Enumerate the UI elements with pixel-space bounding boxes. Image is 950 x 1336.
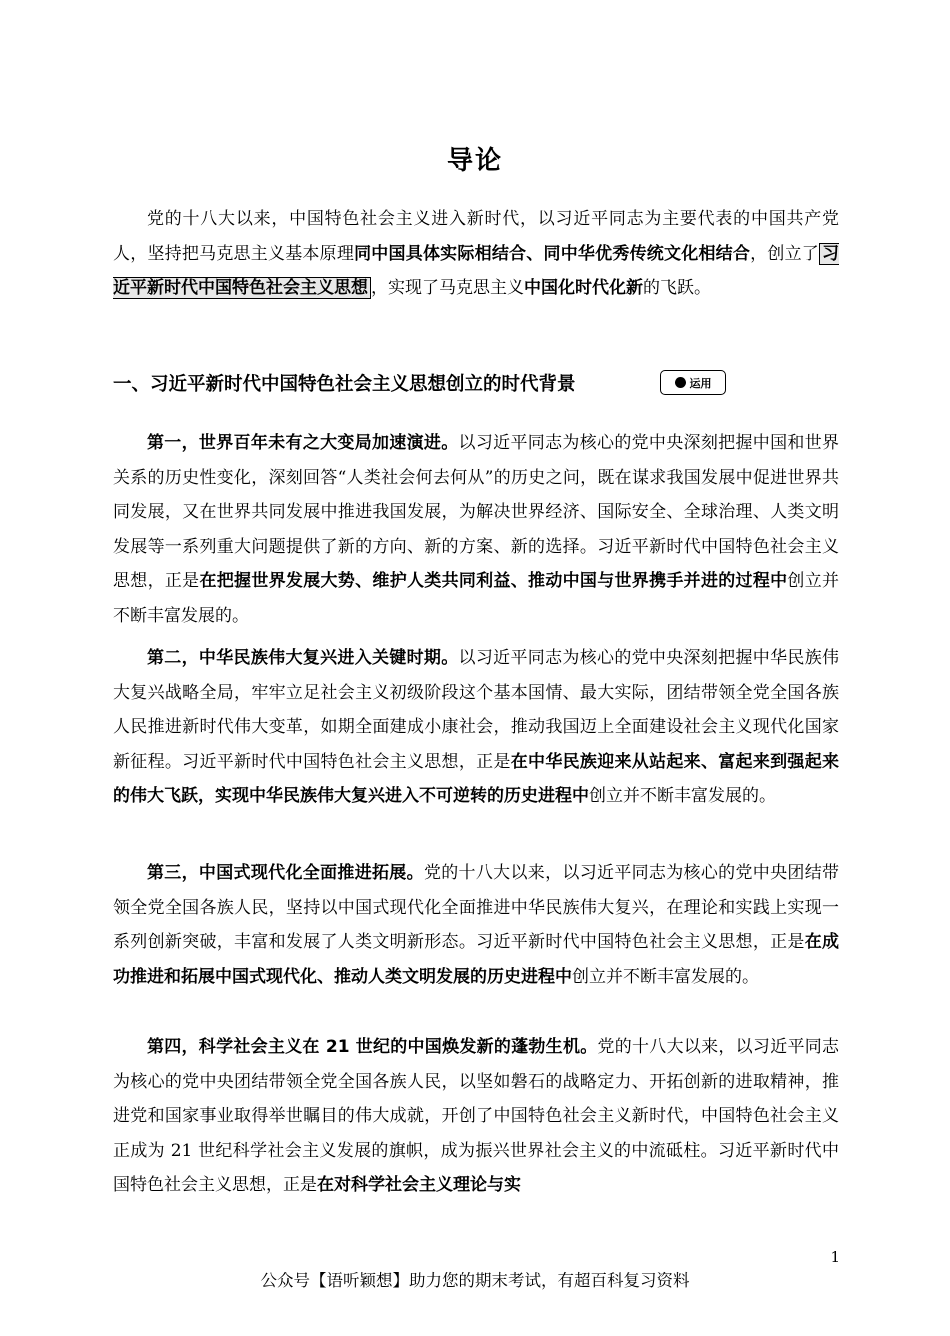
paragraph-second xyxy=(113,641,839,814)
paragraph-lead: 第三，中国式现代化全面推进拓展。 xyxy=(147,863,424,883)
paragraph-bold: 在把握世界发展大势、维护人类共同利益、推动中国与世界携手并进的过程中 xyxy=(199,571,788,592)
intro-bold-2: 中国化时代化新 xyxy=(524,278,643,299)
paragraph-fourth xyxy=(113,1030,839,1203)
paragraph-bold: 在中华民族迎来从站起来、富起来到强起来的伟大飞跃，实现中华民族伟大复兴进入不可逆转的历史进程中 xyxy=(113,751,840,807)
paragraph-text: 党的十八大以来，以习近平同志为核心的党中央团结带领全党全国各族人民，坚持以中国式现代化全面推进中华民族伟大复兴，在理论和实践上实现一系列创新突破，丰富和发展了人类文明新形态。习近平新时代中国特色社会主义思想，正是 xyxy=(113,863,840,953)
intro-text-2: ，创立了 xyxy=(750,243,820,264)
page-number: 1 xyxy=(830,1248,840,1266)
paragraph-first xyxy=(113,426,839,634)
intro-bold-1: 同中国具体实际相结合、同中华优秀传统文化相结合 xyxy=(354,243,751,264)
section-title: 一、习近平新时代中国特色社会主义思想创立的时代背景 xyxy=(113,374,576,395)
intro-text-3: ，实现了马克思主义 xyxy=(371,278,524,299)
paragraph-third xyxy=(113,856,839,994)
paragraph-text: 以习近平同志为核心的党中央深刻把握中华民族伟大复兴战略全局，牢牢立足社会主义初级阶段这个基本国情、最大实际，团结带领全党全国各族人民推进新时代伟大变革，如期全面建成小康社会，推动我国迈上全面建设社会主义现代化国家新征程。习近平新时代中国特色社会主义思想，正是 xyxy=(113,648,840,772)
paragraph-bold: 在对科学社会主义理论与实 xyxy=(317,1175,521,1196)
highlighted-term: 习近平新时代中国特色社会主义思想 xyxy=(113,243,840,299)
usage-badge xyxy=(660,370,726,395)
intro-paragraph xyxy=(113,202,839,306)
paragraph-text-end: 创立并不断丰富发展的。 xyxy=(113,571,840,626)
section-heading xyxy=(113,370,839,400)
bullet-dot-icon xyxy=(675,377,686,388)
paragraph-lead: 第四，科学社会主义在 21 世纪的中国焕发新的蓬勃生机。 xyxy=(147,1037,598,1057)
intro-text-4: 的飞跃。 xyxy=(643,278,711,299)
paragraph-lead: 第一，世界百年未有之大变局加速演进。 xyxy=(147,433,459,453)
intro-text-1: 党的十八大以来，中国特色社会主义进入新时代，以习近平同志为主要代表的中国共产党人，坚持把马克思主义基本原理 xyxy=(113,209,839,264)
paragraph-text-end: 创立并不断丰富发展的。 xyxy=(572,966,759,987)
paragraph-bold: 在成功推进和拓展中国式现代化、推动人类文明发展的历史进程中 xyxy=(113,932,840,987)
paragraph-text: 党的十八大以来，以习近平同志为核心的党中央团结带领全党全国各族人民，以坚如磐石的战略定力、开拓创新的进取精神，推进党和国家事业取得举世瞩目的伟大成就，开创了中国特色社会主义新时代，中国特色社会主义正成为 21 世纪科学社会主义发展的旗帜，成为振兴世界社会主义的中流砥柱。习近平新时代中国特色社会主义思想，正是 xyxy=(113,1037,839,1196)
page-footer: 公众号【语听颖想】助力您的期末考试，有超百科复习资料 xyxy=(260,1271,690,1290)
paragraph-text: 以习近平同志为核心的党中央深刻把握中国和世界关系的历史性变化，深刻回答“人类社会何去何从”的历史之问，既在谋求我国发展中促进世界共同发展，又在世界共同发展中推进我国发展，为解决世界经济、国际安全、全球治理、人类文明发展等一系列重大问题提供了新的方向、新的方案、新的选择。习近平新时代中国特色社会主义思想，正是 xyxy=(113,433,840,592)
paragraph-lead: 第二，中华民族伟大复兴进入关键时期。 xyxy=(147,648,459,668)
page-title: 导论 xyxy=(446,146,503,176)
usage-badge-label: 运用 xyxy=(689,376,712,390)
paragraph-text-end: 创立并不断丰富发展的。 xyxy=(589,786,776,807)
